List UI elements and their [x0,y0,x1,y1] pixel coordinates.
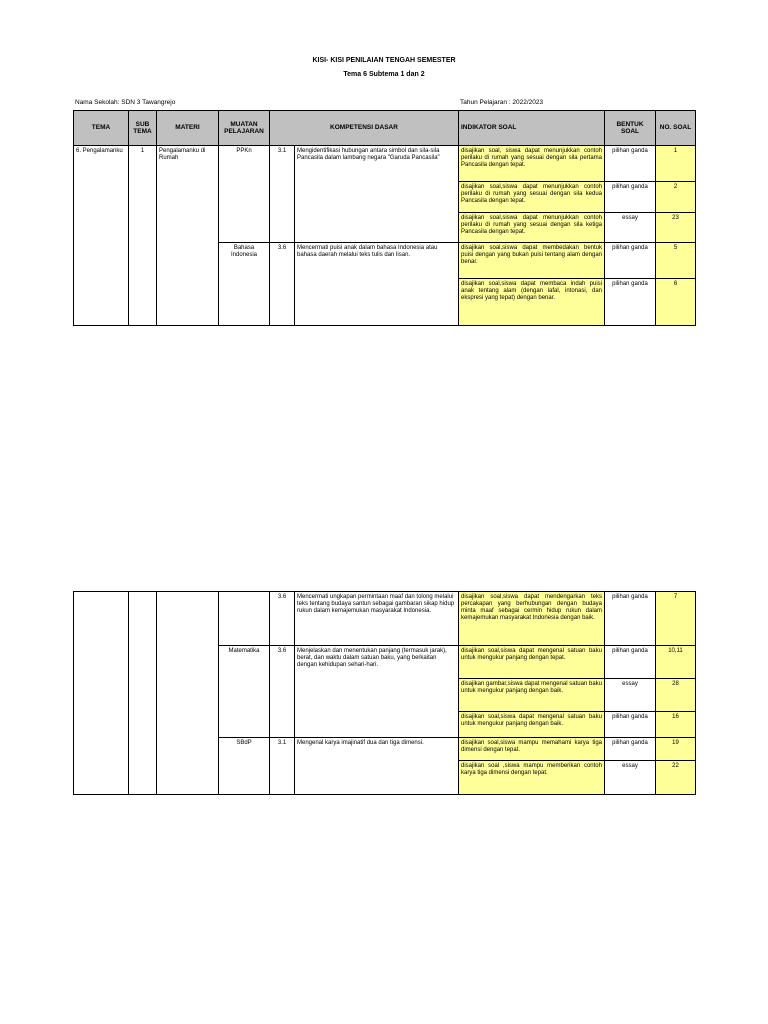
header-subtema: SUB TEMA [129,111,157,146]
bentuk-soal-cell: essay [605,213,656,243]
no-soal-cell: 23 [656,213,696,243]
indikator-cell: disajikan soal,siswa dapat membedakan bentuk puisi dengan yang bukan puisi tentang alam dengan benar. [459,243,605,279]
tema-cell: 6. Pengalamanku [74,146,129,326]
muatan-cell: SBdP [219,738,270,795]
document-title: KISI- KISI PENILAIAN TENGAH SEMESTER [312,57,456,64]
kd-number: 3.6 [270,243,295,326]
document-subtitle: Tema 6 Subtema 1 dan 2 [343,71,425,78]
bentuk-soal-cell: pilihan ganda [605,146,656,182]
kd-text: Mencermati ungkapan permintaan maaf dan tolong melalui teks tentang budaya santun sebagai gambaran sikap hidup rukun dalam kemajemukan masyarakat Indonesia. [295,592,459,646]
kd-text: Mengidentifikasi hubungan antara simbol dan sila-sila Pancasila dalam lambang negara "Garuda Pancasila" [295,146,459,243]
indikator-cell: disajikan soal,siswa dapat mengenal satuan baku untuk mengukur panjang dengan baik. [459,712,605,738]
no-soal-cell: 16 [656,712,696,738]
subtema-cell: 1 [129,146,157,326]
no-soal-cell: 7 [656,592,696,646]
no-soal-cell: 22 [656,761,696,795]
header-bentuk-soal: BENTUK SOAL [605,111,656,146]
muatan-cell [219,592,270,646]
no-soal-cell: 5 [656,243,696,279]
header-kompetensi-dasar: KOMPETENSI DASAR [270,111,459,146]
bentuk-soal-cell: pilihan ganda [605,712,656,738]
indikator-cell: disajikan soal ,siswa mampu memberikan contoh karya tiga dimensi dengan tepat. [459,761,605,795]
bentuk-soal-cell: essay [605,679,656,712]
indikator-cell: disajikan soal,siswa mampu memahami karya tiga dimensi dengan tepat. [459,738,605,761]
kd-text: Mencermati puisi anak dalam bahasa Indonesia atau bahasa daerah melalui teks tulis dan lisan. [295,243,459,326]
kd-number: 3.1 [270,738,295,795]
indikator-cell: disajikan soal,siswa dapat mendengarkan teks percakapan yang berhubungan dengan budaya minta maaf sebagai cermin hidup rukun dalam kemajemukan masyarakat Indonesia dengan baik. [459,592,605,646]
bentuk-soal-cell: pilihan ganda [605,182,656,213]
indikator-cell: disajikan soal,siswa dapat mengenal satuan baku untuk mengukur panjang dengan tepat. [459,646,605,679]
header-indikator: INDIKATOR SOAL [459,111,605,146]
indikator-cell: disajikan soal,siswa dapat menunjukkan contoh perilaku di rumah yang sesuai dengan sila kedua Pancasila dengan tepat. [459,182,605,213]
kd-number: 3.6 [270,592,295,646]
indikator-cell: disajikan soal,siswa dapat menunjukkan contoh perilaku di rumah yang sesuai dengan sila ketiga Pancasila dengan tepat. [459,213,605,243]
bentuk-soal-cell: pilihan ganda [605,243,656,279]
no-soal-cell: 19 [656,738,696,761]
no-soal-cell: 2 [656,182,696,213]
no-soal-cell: 6 [656,279,696,326]
bentuk-soal-cell: pilihan ganda [605,279,656,326]
kd-number: 3.6 [270,646,295,738]
muatan-cell: Matematika [219,646,270,738]
kd-text: Menjelaskan dan menentukan panjang (termasuk jarak), berat, dan waktu dalam satuan baku, yang berkaitan dengan kehidupan sehari-hari. [295,646,459,738]
bentuk-soal-cell: essay [605,761,656,795]
header-muatan: MUATAN PELAJARAN [219,111,270,146]
school-year: Tahun Pelajaran : 2022/2023 [460,99,544,106]
no-soal-cell: 1 [656,146,696,182]
kisi-table-part-1 [73,110,696,326]
materi-cell: Pengalamanku di Rumah [157,146,219,326]
school-name: Nama Sekolah: SDN 3 Tawangrejo [75,99,176,106]
subtema-cell [129,592,157,795]
muatan-cell: PPKn [219,146,270,243]
kd-number: 3.1 [270,146,295,243]
bentuk-soal-cell: pilihan ganda [605,738,656,761]
muatan-cell: Bahasa Indonesia [219,243,270,326]
no-soal-cell: 10,11 [656,646,696,679]
indikator-cell: disajikan soal,siswa dapat membaca indah puisi anak tentang alam (dengan lafal, intonasi, dan ekspresi yang tepat) dengan benar. [459,279,605,326]
indikator-cell: disajikan gambar,siswa dapat mengenal satuan baku untuk mengukur panjang dengan baik. [459,679,605,712]
materi-cell [157,592,219,795]
header-materi: MATERI [157,111,219,146]
kisi-table-part-2 [73,591,696,795]
header-tema: TEMA [74,111,129,146]
bentuk-soal-cell: pilihan ganda [605,646,656,679]
tema-cell [74,592,129,795]
no-soal-cell: 28 [656,679,696,712]
kd-text: Mengenal karya imajinatif dua dan tiga dimensi. [295,738,459,795]
header-no-soal: NO. SOAL [656,111,696,146]
bentuk-soal-cell: pilihan ganda [605,592,656,646]
indikator-cell: disajikan soal, siswa dapat menunjukkan contoh perilaku di rumah yang sesuai dengan sila pertama Pancasila dengan tepat. [459,146,605,182]
